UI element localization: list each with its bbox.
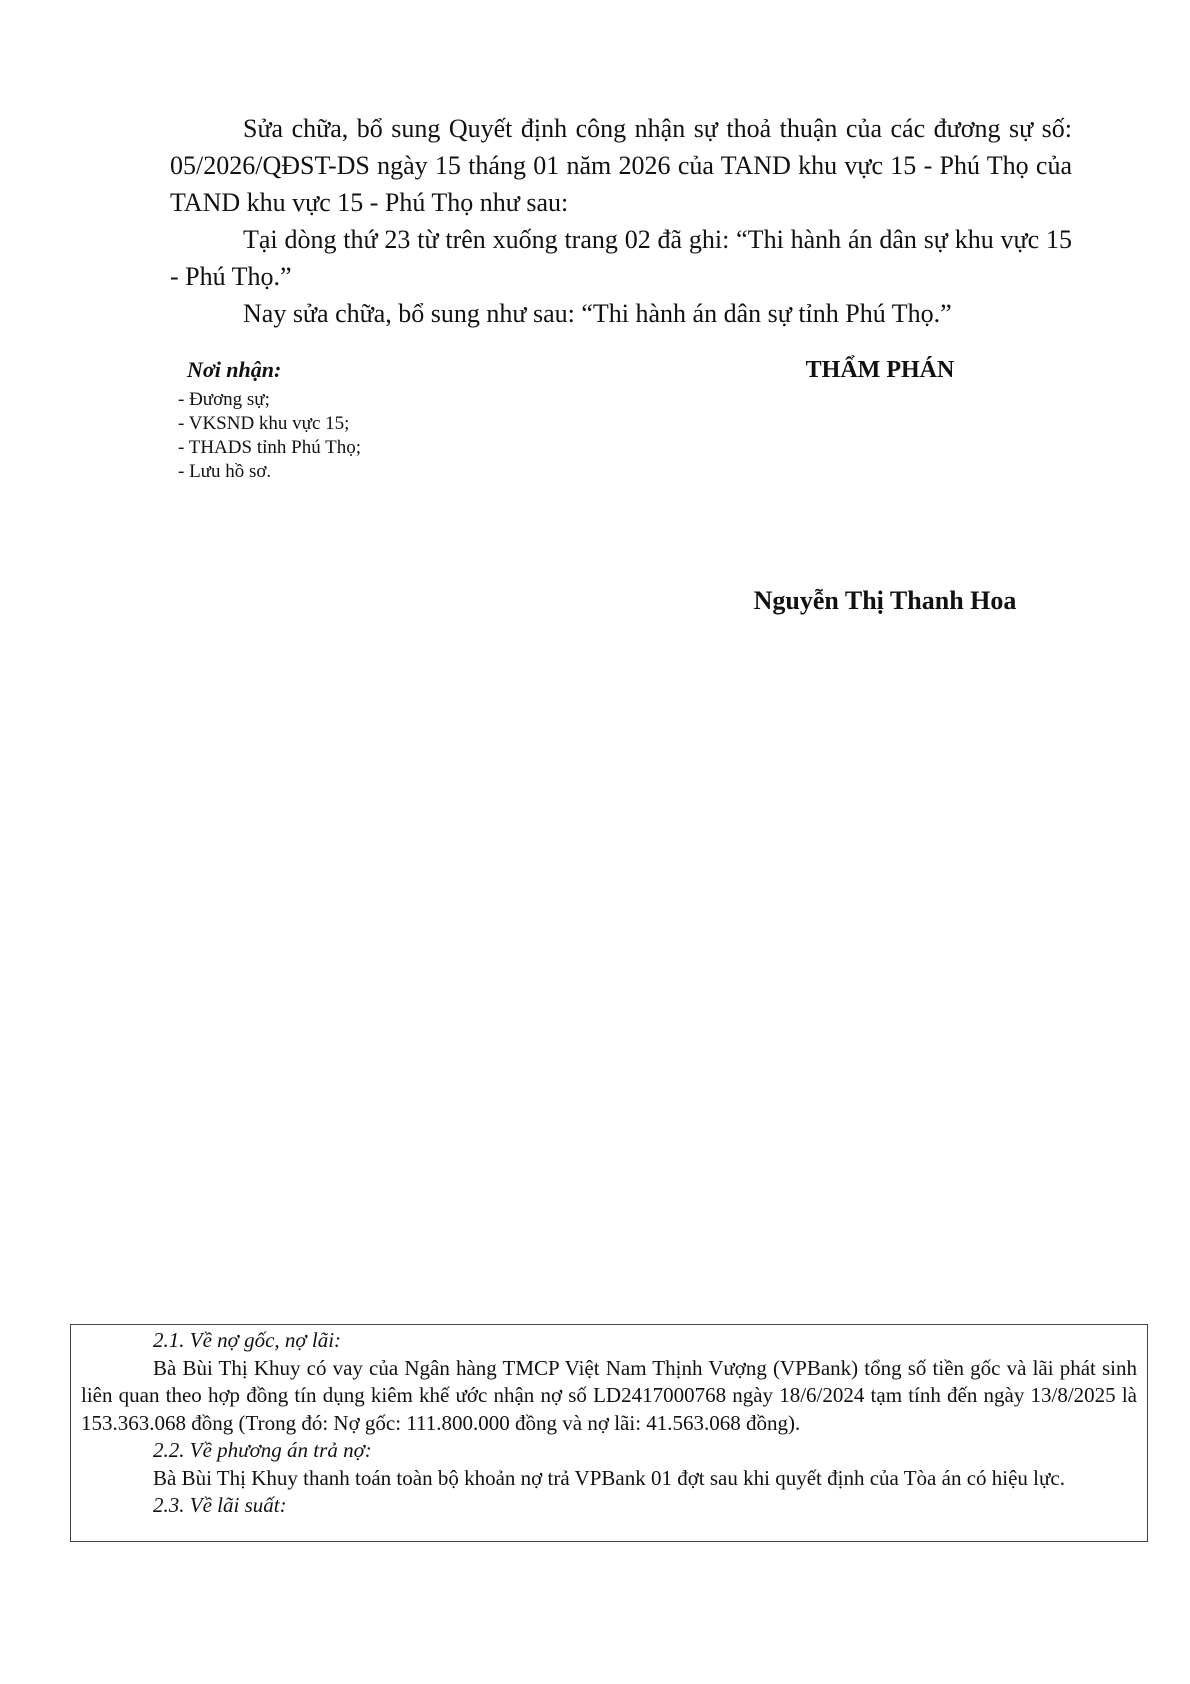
signer-name: Nguyễn Thị Thanh Hoa xyxy=(753,586,1017,615)
amendment-paragraph-2-quote: “Thi hành án dân sự khu vực 15 - Phú Thọ.” xyxy=(170,225,1072,291)
excerpt-section-2-heading: 2.2. Về phương án trả nợ: xyxy=(153,1438,372,1462)
excerpt-section-1-body: Bà Bùi Thị Khuy có vay của Ngân hàng TMCP Việt Nam Thịnh Vượng (VPBank) tổng số tiền gốc và lãi phát sinh liên quan theo hợp đồng tín dụng kiêm khế ước nhận nợ số LD2417000768 ngày 18/6/2024 tạm tính đến ngày 13/8/2025 là 153.363.068 đồng (Trong đó: Nợ gốc: 111.800.000 đồng và nợ lãi: 41.563.068 đồng). xyxy=(81,1355,1137,1435)
amendment-paragraph-3-lead: Nay sửa chữa, bổ sung như sau: xyxy=(243,299,582,328)
signature-title: THẨM PHÁN xyxy=(805,357,955,383)
recipient-item: - VKSND khu vực 15; xyxy=(178,413,350,434)
amendment-paragraph-1: Sửa chữa, bổ sung Quyết định công nhận sự thoả thuận của các đương sự số: 05/2026/QĐST-DS ngày 15 tháng 01 năm 2026 của TAND khu vực 15 - Phú Thọ của TAND khu vực 15 - Phú Thọ như sau: xyxy=(170,114,1072,217)
recipients-list xyxy=(178,388,498,484)
recipient-item: - Đương sự; xyxy=(178,389,270,410)
amendment-paragraph-2-lead: Tại dòng thứ 23 từ trên xuống trang 02 đã ghi: xyxy=(243,225,737,254)
excerpt-section-3-heading: 2.3. Về lãi suất: xyxy=(153,1493,287,1517)
quoted-excerpt-box xyxy=(70,1324,1148,1542)
amendment-paragraph-3 xyxy=(170,295,1072,332)
amendment-paragraph-2 xyxy=(170,221,1072,295)
excerpt-section-2-body: Bà Bùi Thị Khuy thanh toán toàn bộ khoản nợ trả VPBank 01 đợt sau khi quyết định của Tòa án có hiệu lực. xyxy=(153,1465,1065,1490)
excerpt-section-1-heading: 2.1. Về nợ gốc, nợ lãi: xyxy=(153,1328,342,1352)
recipients-heading: Nơi nhận: xyxy=(187,357,282,382)
amendment-paragraph-3-quote: “Thi hành án dân sự tỉnh Phú Thọ.” xyxy=(581,299,952,328)
recipients-block xyxy=(178,355,498,484)
recipient-item: - THADS tỉnh Phú Thọ; xyxy=(178,437,361,458)
amendment-body xyxy=(170,110,1072,332)
recipient-item: - Lưu hồ sơ. xyxy=(178,461,272,482)
